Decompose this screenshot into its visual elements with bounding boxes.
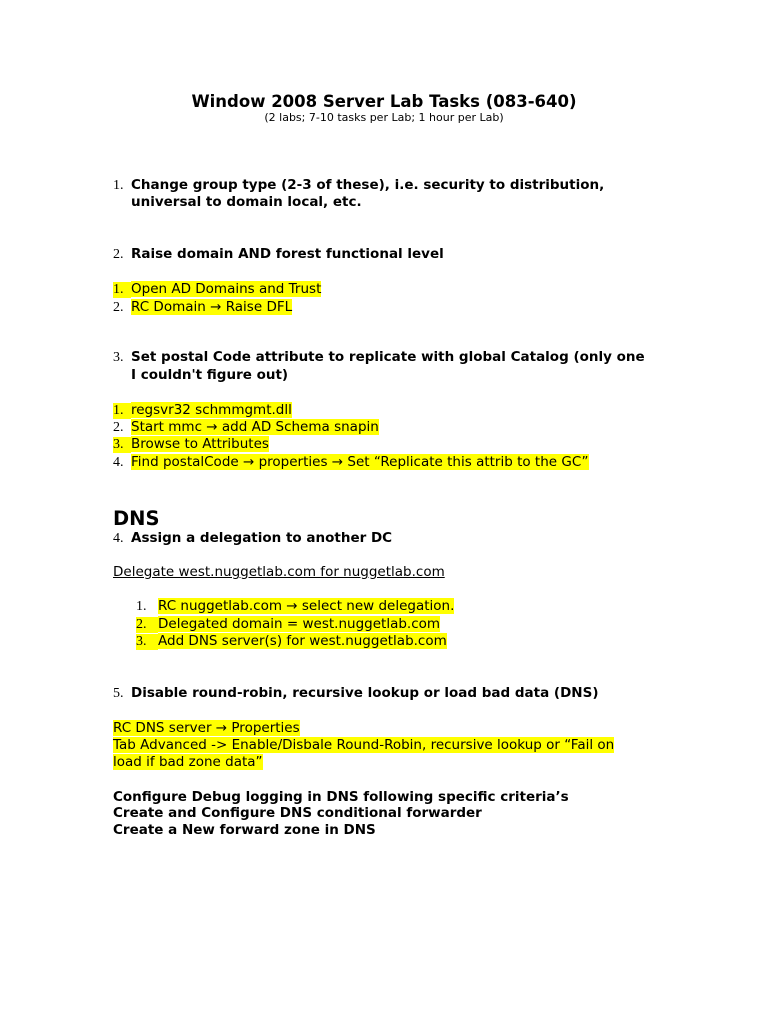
task-2	[113, 246, 444, 263]
task-5	[113, 685, 599, 702]
task-number: 3.	[113, 350, 124, 365]
step-number: 3.	[113, 437, 131, 453]
task-text: Set postal Code attribute to replicate with global Catalog (only one	[131, 349, 645, 365]
step-text: Find postalCode → properties → Set “Replicate this attrib to the GC”	[131, 454, 589, 470]
step-row	[113, 419, 379, 436]
step-text: Open AD Domains and Trust	[131, 281, 322, 297]
step-row	[113, 436, 269, 453]
section-heading-dns: DNS	[113, 507, 160, 530]
step-number: 2.	[113, 420, 124, 435]
extra-task: Create a New forward zone in DNS	[113, 822, 376, 838]
step-text: regsvr32 schmmgmt.dll	[131, 402, 292, 418]
step-text: Start mmc → add AD Schema snapin	[131, 419, 379, 435]
step-row	[113, 281, 321, 298]
step-number: 1.	[113, 282, 131, 298]
task-3	[113, 349, 645, 366]
step-text: Delegated domain = west.nuggetlab.com	[158, 616, 441, 632]
step-row	[113, 299, 292, 316]
task-text-continued: I couldn't figure out)	[131, 367, 289, 383]
step-number: 1.	[136, 599, 147, 614]
step-text: RC Domain → Raise DFL	[131, 299, 293, 315]
extra-task: Create and Configure DNS conditional forwarder	[113, 805, 482, 821]
task-text: Assign a delegation to another DC	[131, 530, 393, 546]
step-text: Add DNS server(s) for west.nuggetlab.com	[158, 633, 447, 649]
task-text: Disable round-robin, recursive lookup or load bad data (DNS)	[131, 685, 599, 701]
task5-line	[113, 737, 614, 753]
step-row	[113, 454, 589, 471]
step-text: Browse to Attributes	[131, 436, 269, 452]
step-row	[136, 633, 447, 650]
task5-line	[113, 754, 263, 770]
task-number: 2.	[113, 247, 124, 262]
task-number: 5.	[113, 686, 124, 701]
step-row	[136, 598, 454, 615]
highlighted-text: Tab Advanced -> Enable/Disbale Round-Robin, recursive lookup or “Fail on	[113, 737, 615, 753]
step-number: 2.	[136, 617, 158, 633]
task-1	[113, 177, 604, 194]
document-subtitle: (2 labs; 7-10 tasks per Lab; 1 hour per Lab)	[264, 111, 504, 124]
task-text: Raise domain AND forest functional level	[131, 246, 444, 262]
task-number: 1.	[113, 178, 124, 193]
task-text-continued: universal to domain local, etc.	[131, 194, 362, 210]
extra-task: Configure Debug logging in DNS following specific criteria’s	[113, 789, 569, 805]
step-row	[113, 402, 292, 419]
document-title: Window 2008 Server Lab Tasks (083-640)	[191, 92, 577, 111]
step-number: 1.	[113, 403, 131, 419]
task-4	[113, 530, 392, 547]
highlighted-text: RC DNS server → Properties	[113, 720, 300, 736]
task-text: Change group type (2-3 of these), i.e. security to distribution,	[131, 177, 605, 193]
delegation-note: Delegate west.nuggetlab.com for nuggetlab.com	[113, 564, 445, 580]
step-number: 3.	[136, 634, 158, 650]
step-number: 4.	[113, 455, 124, 470]
task5-line	[113, 720, 300, 736]
step-row	[136, 616, 440, 633]
task-number: 4.	[113, 531, 124, 546]
step-number: 2.	[113, 300, 124, 315]
highlighted-text: load if bad zone data”	[113, 754, 263, 770]
step-text: RC nuggetlab.com → select new delegation.	[158, 598, 455, 614]
